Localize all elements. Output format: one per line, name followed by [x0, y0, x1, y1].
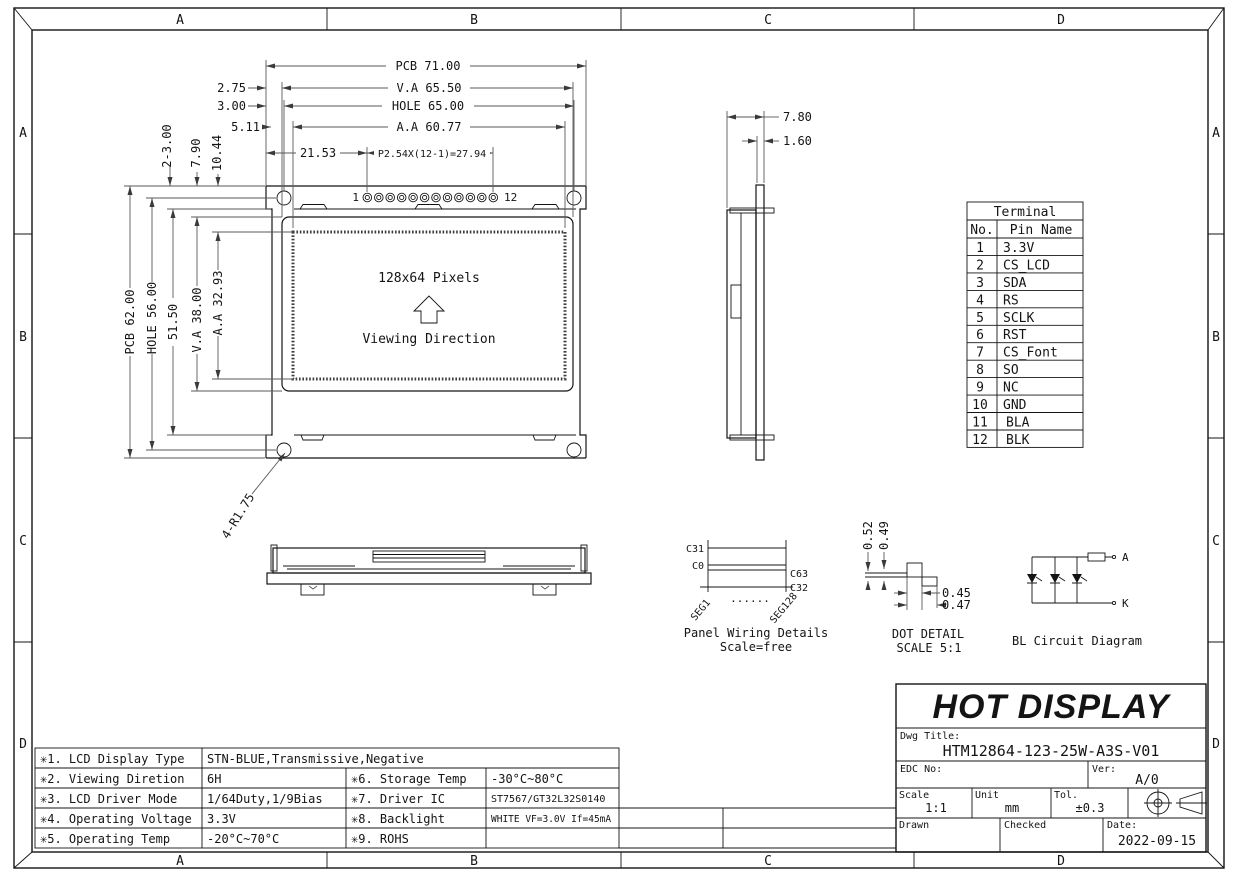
zone-label-bottom-a: A	[176, 854, 184, 869]
zone-label-left-a: A	[19, 126, 27, 141]
dim-aa-height: A.A 32.93	[211, 270, 225, 336]
zone-label-bottom-d: D	[1057, 854, 1065, 869]
dim-top-aa: 10.44	[210, 134, 224, 172]
side-view	[727, 110, 812, 460]
dim-notch-height: 51.50	[166, 303, 180, 341]
dim-side-pcb: 1.60	[783, 134, 812, 148]
zone-label-right-d: D	[1212, 737, 1220, 752]
pin-holes	[363, 193, 498, 202]
dim-corner-radius: 4-R1.75	[218, 490, 258, 542]
terminal-pin-name: RS	[1003, 293, 1019, 309]
sheet-border	[14, 8, 1224, 869]
unit-value: mm	[1004, 801, 1020, 815]
bl-cathode-label: K	[1122, 597, 1129, 610]
zone-label-top-d: D	[1057, 13, 1065, 28]
dim-edge-va: 2.75	[217, 81, 246, 95]
bl-anode-label: A	[1122, 551, 1129, 564]
dim-top-va: 7.90	[189, 138, 203, 168]
spec-value: -20°C~70°C	[207, 832, 280, 846]
dot-detail-scale: SCALE 5:1	[896, 641, 962, 655]
spec-value2: ST7567/GT32L32S0140	[491, 794, 606, 805]
dim-pcb-height: PCB 62.00	[123, 289, 137, 355]
date-value: 2022-09-15	[1117, 834, 1197, 849]
pin-label-first: 1	[352, 191, 359, 204]
spec-label: ✳5. Operating Temp	[40, 832, 171, 846]
wiring-label-c63: C63	[790, 569, 809, 580]
spec-label2: ✳8. Backlight	[351, 812, 445, 826]
bottom-view	[267, 545, 591, 595]
terminal-pin-no: 4	[976, 293, 984, 309]
terminal-pin-no: 2	[976, 258, 984, 274]
terminal-pin-name: SCLK	[1003, 310, 1035, 326]
scale-label: Scale	[899, 790, 930, 801]
spec-value: 6H	[207, 772, 222, 786]
tol-label: Tol.	[1054, 790, 1079, 801]
terminal-pin-name: SO	[1003, 363, 1019, 379]
bl-circuit	[1012, 551, 1142, 648]
dim-pcb-width: PCB 71.00	[395, 59, 461, 73]
title-block	[896, 684, 1207, 852]
tol-value: ±0.3	[1075, 801, 1105, 815]
screen-resolution: 128x64 Pixels	[378, 271, 480, 286]
dim-notch-count: 2-3.00	[160, 124, 174, 168]
terminal-pin-no: 10	[972, 398, 988, 413]
dot-dim-052: 0.52	[861, 521, 875, 550]
spec-label2: ✳6. Storage Temp	[351, 772, 467, 786]
zone-label-bottom-c: C	[764, 854, 772, 869]
zone-label-right-a: A	[1212, 126, 1220, 141]
front-view	[266, 186, 586, 458]
dot-detail	[861, 521, 971, 655]
terminal-pin-no: 12	[972, 432, 988, 448]
terminal-pin-name: BLA	[1006, 415, 1030, 431]
dot-dim-047: 0.47	[942, 598, 971, 612]
terminal-pin-name: CS_Font	[1003, 345, 1058, 361]
dim-edge-aa: 5.11	[231, 120, 260, 134]
mounting-hole	[277, 191, 291, 205]
unit-label: Unit	[975, 790, 1000, 801]
spec-label: ✳3. LCD Driver Mode	[40, 792, 178, 806]
dim-pin-offset: 21.53	[299, 146, 337, 160]
wiring-label-c0: C0	[691, 561, 704, 572]
mounting-hole	[567, 443, 581, 457]
dwg-title-value: HTM12864-123-25W-A3S-V01	[942, 742, 1160, 760]
terminal-pin-no: 11	[972, 415, 988, 431]
dim-side-total: 7.80	[783, 110, 812, 124]
company-name: HOT DISPLAY	[932, 688, 1170, 726]
zone-label-top-a: A	[176, 13, 184, 28]
dim-pin-pitch: P2.54X(12-1)=27.94	[377, 149, 487, 160]
zone-label-top-c: C	[764, 13, 772, 28]
scale-value: 1:1	[925, 801, 947, 815]
zone-label-right-c: C	[1212, 534, 1220, 549]
spec-table	[35, 748, 896, 848]
wiring-label-dots: ......	[730, 592, 770, 605]
spec-label: ✳1. LCD Display Type	[40, 752, 185, 766]
ver-value: A/0	[1135, 773, 1159, 788]
terminal-pin-no: 9	[976, 380, 984, 396]
wiring-label-seg128: SEG128	[768, 591, 800, 626]
dim-va-width: V.A 65.50	[396, 81, 462, 95]
spec-label2: ✳7. Driver IC	[351, 792, 445, 806]
zone-label-left-c: C	[19, 534, 27, 549]
zone-label-left-b: B	[19, 330, 27, 345]
ver-label: Ver:	[1092, 764, 1117, 775]
terminal-col-no: No.	[970, 223, 994, 238]
panel-wiring-caption: Panel Wiring Details	[683, 626, 829, 640]
dot-detail-caption: DOT DETAIL	[891, 627, 965, 641]
dim-edge-hole: 3.00	[217, 99, 246, 113]
terminal-pin-no: 5	[976, 310, 984, 326]
pin-label-last: 12	[504, 191, 518, 204]
wiring-label-c31: C31	[685, 544, 704, 555]
spec-value2: -30°C~80°C	[491, 772, 564, 786]
terminal-col-pin: Pin Name	[1009, 223, 1073, 238]
terminal-pin-name: RST	[1003, 328, 1027, 344]
terminal-pin-name: SDA	[1003, 275, 1027, 291]
dim-hole-width: HOLE 65.00	[391, 99, 465, 113]
terminal-pin-no: 6	[976, 328, 984, 344]
viewing-direction-arrow	[414, 296, 444, 323]
terminal-pin-no: 8	[976, 363, 984, 379]
dim-aa-width: A.A 60.77	[396, 120, 462, 134]
spec-label: ✳2. Viewing Diretion	[40, 772, 185, 786]
terminal-pin-name: BLK	[1006, 432, 1030, 448]
mounting-hole	[567, 191, 581, 205]
viewing-direction-label: Viewing Direction	[362, 332, 496, 347]
dim-va-height: V.A 38.00	[190, 287, 204, 353]
spec-label: ✳4. Operating Voltage	[40, 812, 192, 826]
terminal-table	[967, 202, 1083, 448]
zone-label-bottom-b: B	[470, 854, 478, 869]
drawn-label: Drawn	[899, 820, 930, 831]
checked-label: Checked	[1004, 820, 1047, 831]
panel-wiring-details	[684, 540, 829, 654]
edc-no-label: EDC No:	[900, 764, 943, 775]
spec-value: 3.3V	[207, 812, 236, 826]
panel-wiring-scale: Scale=free	[719, 640, 793, 654]
terminal-pin-no: 1	[976, 241, 984, 256]
terminal-pin-no: 3	[976, 275, 984, 291]
terminal-pin-name: GND	[1003, 398, 1027, 413]
dwg-title-label: Dwg Title:	[900, 731, 961, 742]
wiring-label-seg1: SEG1	[689, 597, 714, 624]
spec-label2: ✳9. ROHS	[351, 832, 409, 846]
dim-hole-height: HOLE 56.00	[145, 281, 159, 355]
bl-circuit-caption: BL Circuit Diagram	[1011, 634, 1143, 648]
date-label: Date:	[1107, 820, 1138, 831]
dot-dim-049: 0.49	[877, 521, 891, 550]
terminal-pin-name: 3.3V	[1003, 241, 1035, 256]
projection-symbol-icon	[1144, 789, 1207, 817]
terminal-pin-name: NC	[1003, 380, 1019, 396]
spec-value: STN-BLUE,Transmissive,Negative	[207, 752, 424, 766]
zone-label-top-b: B	[470, 13, 478, 28]
wiring-label-c32: C32	[790, 583, 809, 594]
zone-label-left-d: D	[19, 737, 27, 752]
spec-value2: WHITE VF=3.0V If=45mA	[491, 814, 612, 825]
zone-label-right-b: B	[1212, 330, 1220, 345]
led-icon	[1027, 574, 1087, 583]
terminal-pin-name: CS_LCD	[1003, 258, 1050, 274]
spec-value: 1/64Duty,1/9Bias	[207, 792, 323, 806]
terminal-pin-no: 7	[976, 345, 984, 361]
front-view-dimensions	[123, 58, 586, 541]
terminal-table-title: Terminal	[993, 205, 1057, 220]
dot-dim-045: 0.45	[942, 586, 971, 600]
